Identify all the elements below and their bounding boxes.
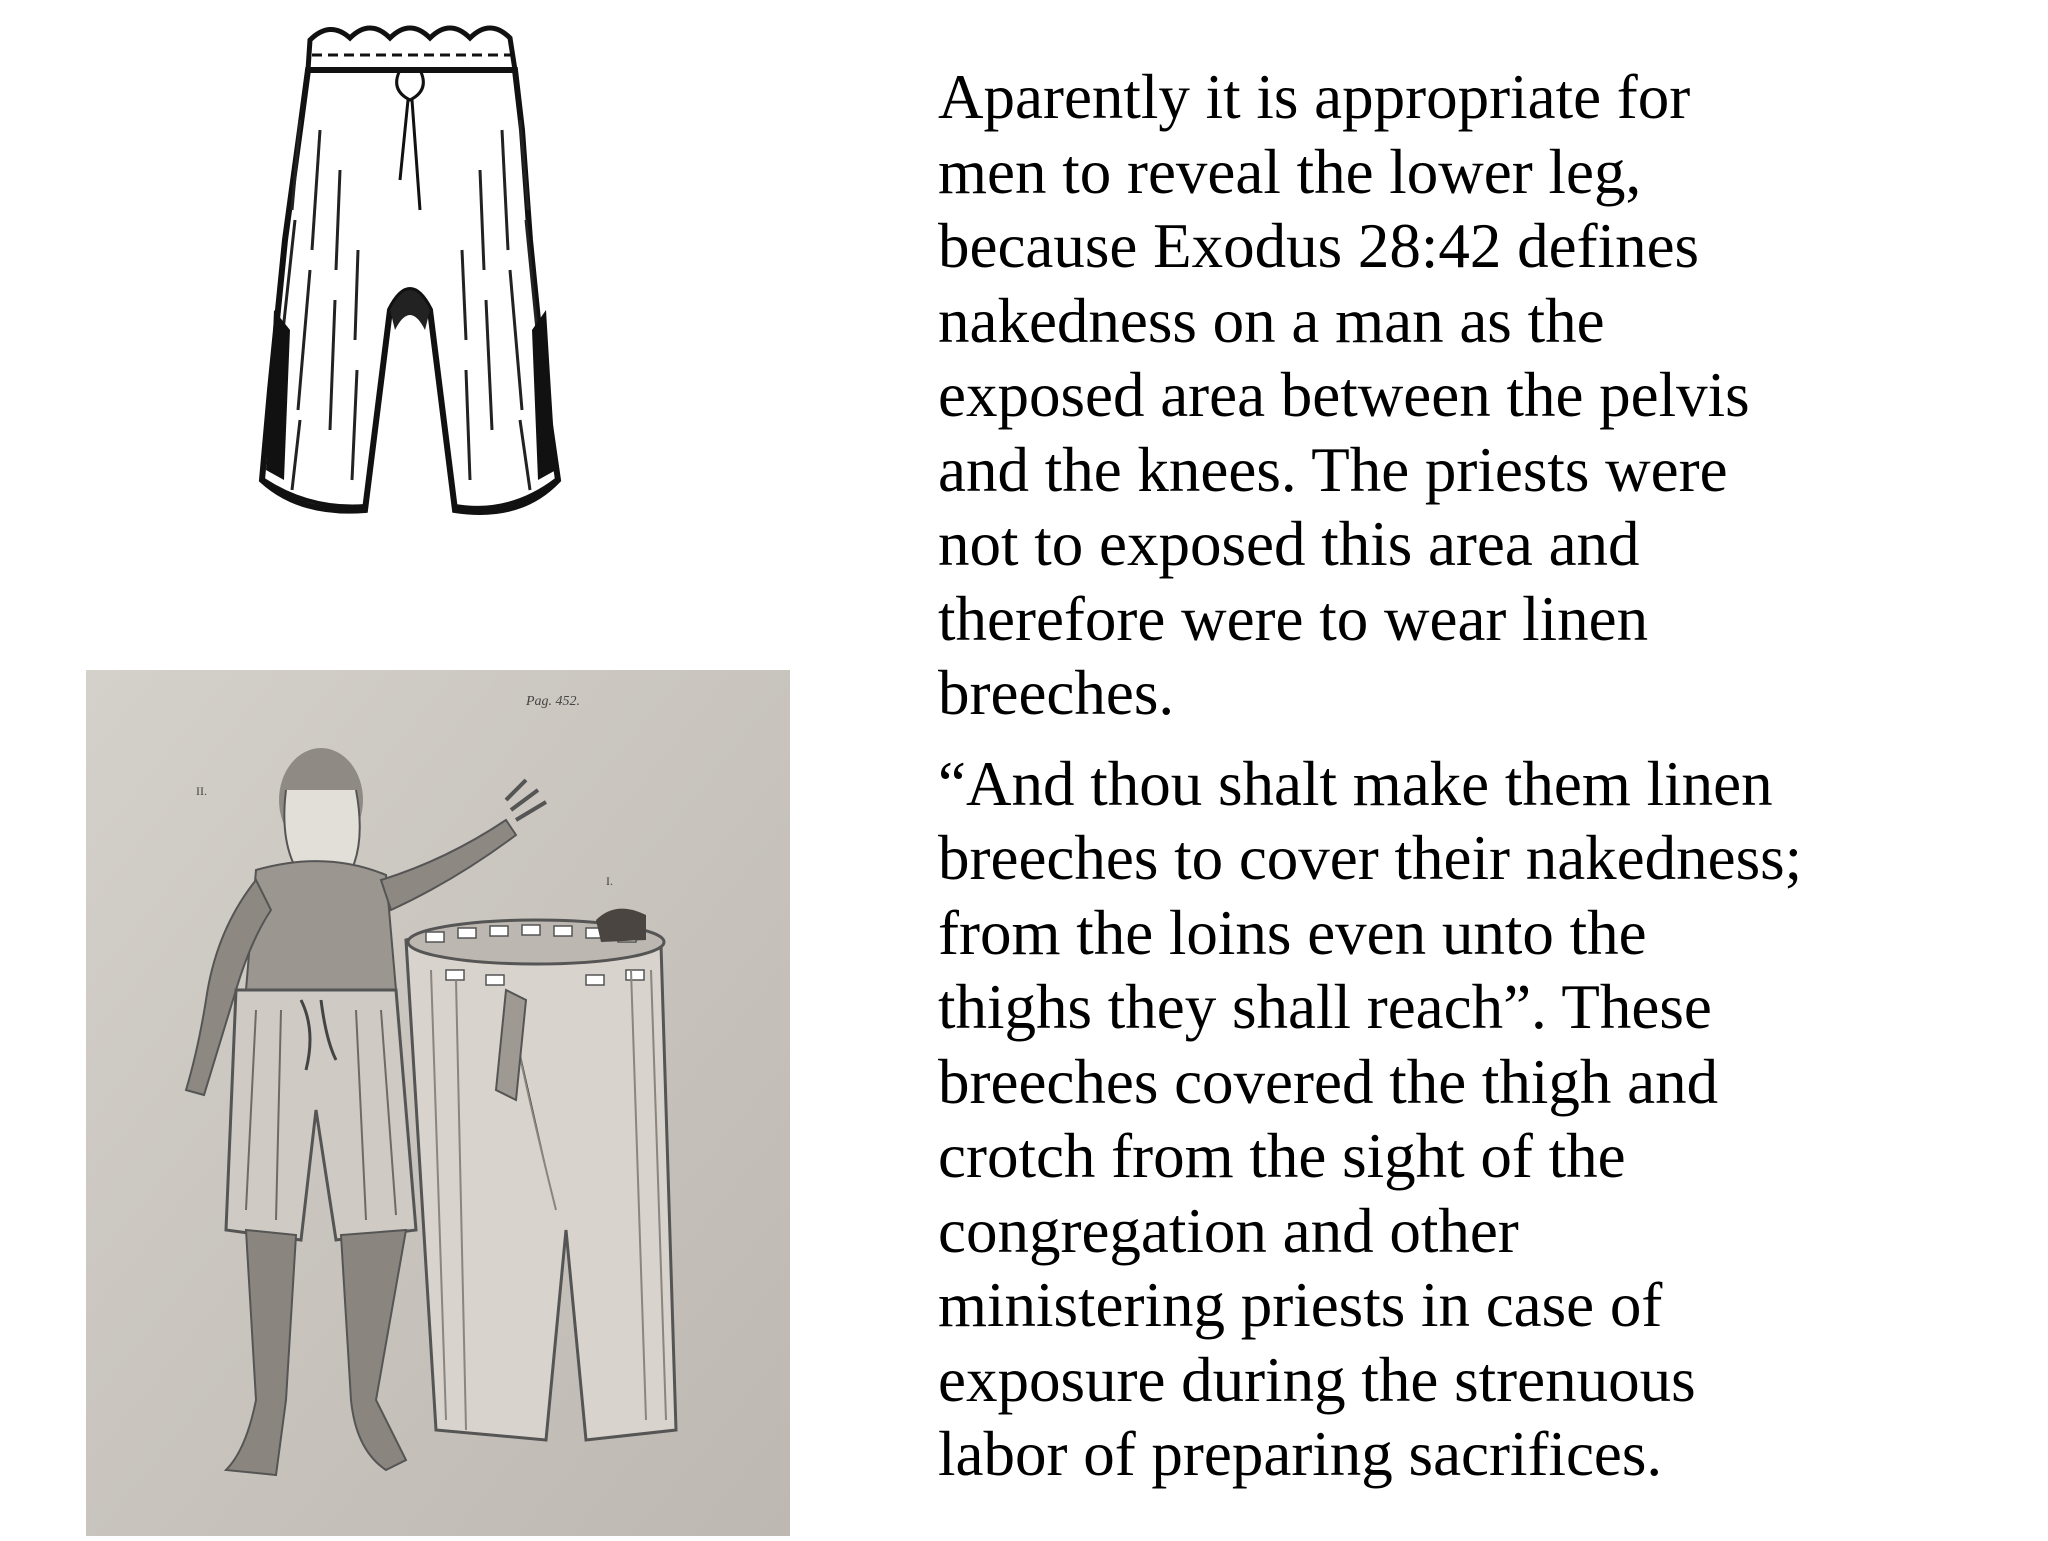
text-line: men to reveal the lower leg, <box>938 136 1642 207</box>
text-line: not to exposed this area and <box>938 509 1640 579</box>
text-line: “And thou shalt make them linen <box>938 748 1773 819</box>
svg-text:Pag. 452.: Pag. 452. <box>526 694 581 709</box>
svg-text:II.: II. <box>196 784 207 798</box>
text-line: Aparently it is appropriate for <box>938 62 1691 132</box>
text-line: ministering priests in case of <box>938 1270 1663 1340</box>
text-line: and the knees. The priests were <box>938 434 1728 505</box>
paragraph-1 <box>938 60 1978 731</box>
priest-engraving <box>86 670 790 1536</box>
text-line: congregation and other <box>938 1195 1519 1266</box>
text-line: crotch from the sight of the <box>938 1121 1626 1191</box>
body-text <box>938 60 1978 1492</box>
text-line: exposed area between the pelvis <box>938 360 1750 430</box>
text-line: thighs they shall reach”. These <box>938 972 1712 1042</box>
text-line: therefore were to wear linen <box>938 583 1649 654</box>
text-line: breeches covered the thigh and <box>938 1046 1719 1117</box>
text-line: because Exodus 28:42 defines <box>938 211 1700 281</box>
text-line: labor of preparing sacrifices. <box>938 1419 1663 1489</box>
svg-text:I.: I. <box>606 874 613 888</box>
text-line: exposure during the strenuous <box>938 1344 1696 1415</box>
text-line: breeches to cover their nakedness; <box>938 823 1803 893</box>
breeches-illustration <box>240 10 580 530</box>
text-line: breeches. <box>938 658 1175 728</box>
text-line: nakedness on a man as the <box>938 285 1605 356</box>
text-line: from the loins even unto the <box>938 897 1647 968</box>
paragraph-2 <box>938 747 1978 1492</box>
